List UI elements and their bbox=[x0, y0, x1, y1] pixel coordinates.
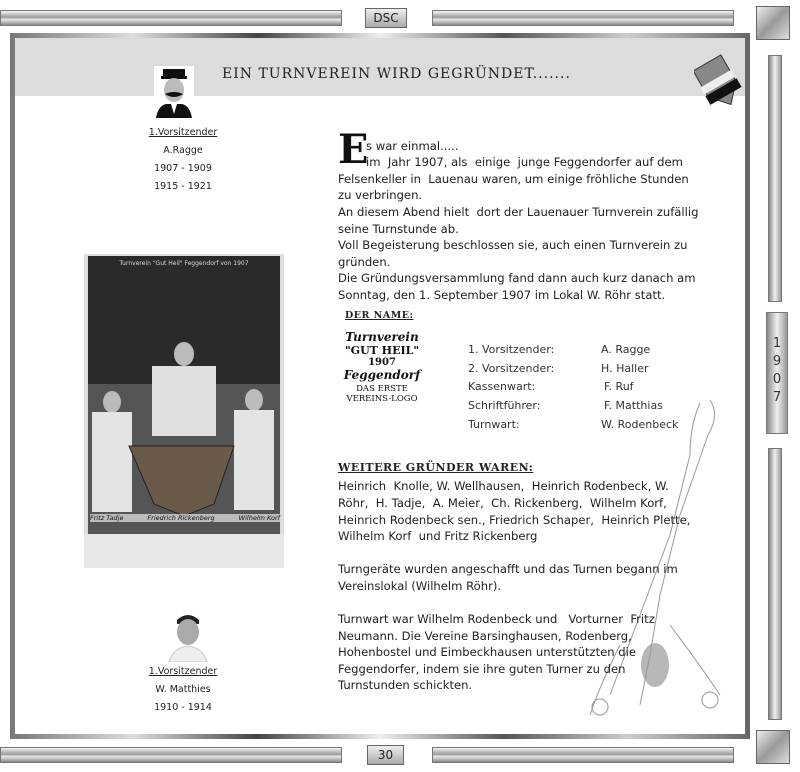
turnwart-line: Hohenbostel und Eimbeckhausen unterstützten die bbox=[338, 645, 637, 659]
intro-line: An diesem Abend hielt dort der Lauenauer Turnverein zufällig bbox=[338, 205, 699, 219]
founders-line: Wilhelm Korf und Fritz Rickenberg bbox=[338, 529, 538, 543]
chairman-years: 1907 - 1909 bbox=[154, 163, 212, 174]
photo-caption: Turnverein "Gut Heil" Feggendorf von 1907 bbox=[119, 260, 249, 267]
side-year-digit: 9 bbox=[772, 354, 782, 369]
chairman-years: 1910 - 1914 bbox=[154, 702, 212, 713]
portrait-a-ragge bbox=[154, 66, 194, 118]
turnwart-line: Neumann. Die Vereine Barsinghausen, Rodenberg, bbox=[338, 629, 632, 643]
historical-photo bbox=[84, 254, 284, 568]
chairman-name: W. Matthies bbox=[155, 684, 211, 695]
top-rail-left bbox=[0, 10, 342, 26]
intro-line: s war einmal..... bbox=[366, 139, 459, 153]
intro-line: Felsenkeller in Lauenau waren, um einige fröhliche Stunden bbox=[338, 172, 689, 186]
corner-top-right bbox=[756, 6, 790, 40]
founders-line: Heinrich Knolle, W. Wellhausen, Heinrich Rodenbeck, W. bbox=[338, 479, 669, 493]
logo-text: 1907 bbox=[368, 357, 396, 368]
intro-line: Die Gründungsversammlung fand dann auch kurz danach am bbox=[338, 271, 696, 285]
photo-names bbox=[90, 514, 280, 522]
logo-text: "GUT HEIL" bbox=[344, 344, 420, 357]
equipment-line: Turngeräte wurden angeschafft und das Turnen begann im bbox=[338, 562, 678, 576]
right-rail-top bbox=[768, 55, 782, 302]
chairman-years: 1915 - 1921 bbox=[154, 181, 212, 192]
chairman-role: 1.Vorsitzender bbox=[148, 127, 218, 138]
vereins-logo bbox=[336, 330, 428, 404]
officer-role: Turnwart: bbox=[468, 418, 520, 431]
officer-name: F. Ruf bbox=[604, 380, 634, 393]
side-year-digit: 7 bbox=[772, 390, 782, 405]
name-heading: DER NAME: bbox=[345, 310, 414, 321]
side-year-bar bbox=[766, 312, 788, 434]
logo-text: Feggendorf bbox=[343, 368, 421, 382]
drop-cap: E bbox=[338, 126, 369, 173]
page-number: 30 bbox=[367, 745, 404, 765]
equipment-line: Vereinslokal (Wilhelm Röhr). bbox=[338, 579, 502, 593]
top-rail-right bbox=[432, 10, 734, 26]
logo-caption: DAS ERSTE bbox=[356, 384, 408, 394]
officer-role: Schriftführer: bbox=[468, 399, 541, 412]
intro-line: zu verbringen. bbox=[338, 188, 423, 202]
officer-name: W. Rodenbeck bbox=[601, 418, 679, 431]
officer-role: 2. Vorsitzender: bbox=[468, 362, 555, 375]
founders-line: Heinrich Rodenbeck sen., Friedrich Schaper, Heinrich Plette, bbox=[338, 513, 691, 527]
turnwart-line: Feggendorfer, indem sie ihre guten Turner zu den bbox=[338, 662, 626, 676]
officer-name: A. Ragge bbox=[601, 343, 651, 356]
intro-line: gründen. bbox=[338, 255, 391, 269]
corner-bottom-right bbox=[756, 730, 790, 764]
page-title: EIN TURNVEREIN WIRD GEGRÜNDET....... bbox=[222, 66, 571, 82]
intro-line: seine Turnstunde ab. bbox=[338, 222, 459, 236]
officer-role: 1. Vorsitzender: bbox=[468, 343, 555, 356]
officer-name: H. Haller bbox=[601, 362, 649, 375]
chairman-role: 1.Vorsitzender bbox=[148, 666, 218, 677]
photo-name: Fritz Tadje bbox=[90, 514, 124, 522]
chairman-caption-top bbox=[128, 124, 238, 196]
right-rail-bottom bbox=[768, 448, 782, 720]
chairman-caption-bottom bbox=[128, 663, 238, 717]
founders-heading: WEITERE GRÜNDER WAREN: bbox=[338, 461, 534, 474]
logo-text: Turnverein bbox=[345, 330, 419, 344]
bottom-rail-left bbox=[0, 747, 342, 763]
side-year-digit: 0 bbox=[772, 372, 782, 387]
chairman-name: A.Ragge bbox=[163, 145, 203, 156]
side-year-digit: 1 bbox=[772, 336, 782, 351]
turnwart-line: Turnwart war Wilhelm Rodenbeck und Vorturner Fritz bbox=[338, 612, 655, 626]
founders-line: Röhr, H. Tadje, A. Meier, Ch. Rickenberg, Wilhelm Korf, bbox=[338, 496, 667, 510]
logo-caption: VEREINS-LOGO bbox=[346, 394, 418, 404]
photo-name: Friedrich Rickenberg bbox=[147, 514, 215, 522]
bottom-rail-right bbox=[432, 747, 734, 763]
intro-line: Sonntag, den 1. September 1907 im Lokal W. Röhr statt. bbox=[338, 288, 666, 302]
header-tab: DSC bbox=[365, 8, 407, 28]
club-logo bbox=[694, 50, 742, 114]
photo-name: Wilhelm Korf bbox=[238, 514, 280, 522]
intro-line: im Jahr 1907, als einige junge Feggendorfer auf dem bbox=[366, 155, 683, 169]
officer-role: Kassenwart: bbox=[468, 380, 536, 393]
officer-name: F. Matthias bbox=[604, 399, 663, 412]
portrait-w-matthies bbox=[165, 610, 211, 662]
turnwart-line: Turnstunden schickten. bbox=[338, 678, 473, 692]
intro-line: Voll Begeisterung beschlossen sie, auch einen Turnverein zu bbox=[338, 238, 688, 252]
